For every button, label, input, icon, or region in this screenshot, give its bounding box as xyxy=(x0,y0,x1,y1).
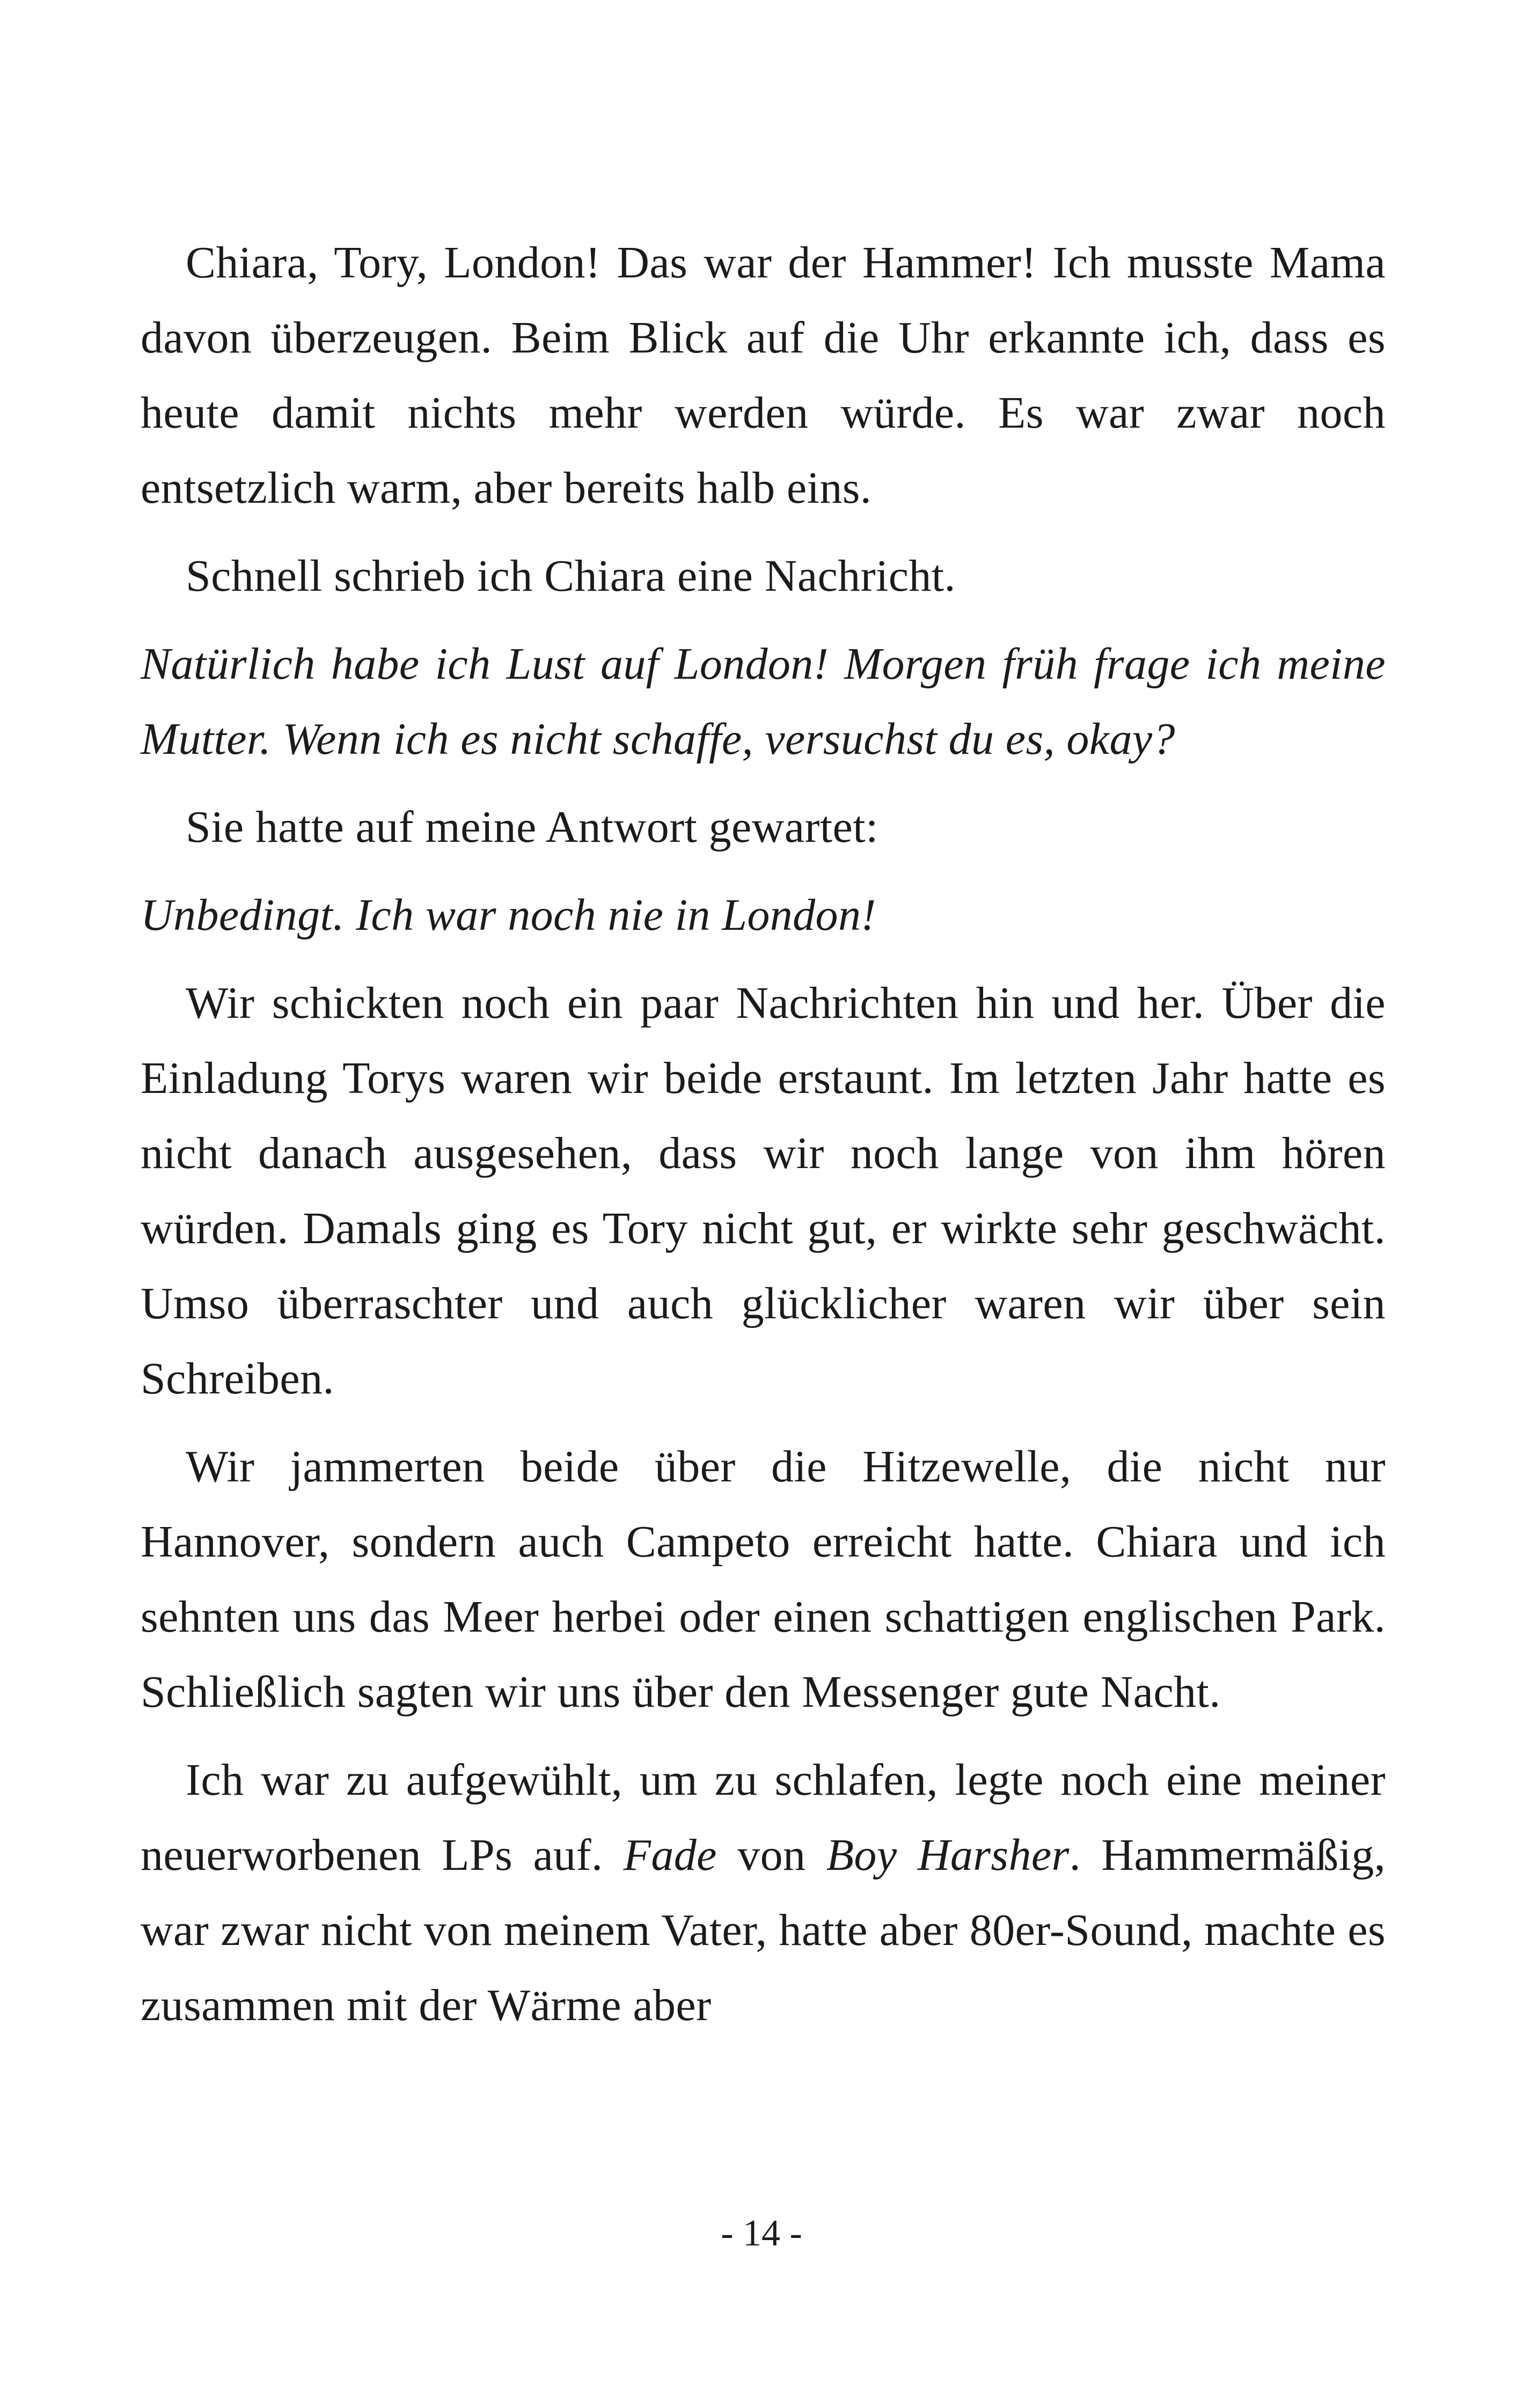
paragraph xyxy=(141,966,1386,1416)
text-segment: Ich war zu aufgewühlt, um zu schlafen, legte noch eine meiner neuerworbenen LPs auf. xyxy=(141,1755,1386,1880)
message-paragraph xyxy=(141,627,1386,777)
page-number: - 14 - xyxy=(721,2213,802,2254)
message-paragraph xyxy=(141,878,1386,953)
paragraph xyxy=(141,225,1386,526)
paragraph xyxy=(141,790,1386,865)
paragraph xyxy=(141,1743,1386,2043)
text-segment: Natürlich habe ich Lust auf London! Morgen früh frage ich meine Mutter. Wenn ich es nicht schaffe, versuchst du es, okay? xyxy=(141,639,1386,764)
text-segment: Chiara, Tory, London! Das war der Hammer! Ich musste Mama davon überzeugen. Beim Blick auf die Uhr erkannte ich, dass es heute damit nichts mehr werden würde. Es war zwar noch entsetzlich warm, aber bereits halb eins. xyxy=(141,238,1386,513)
text-segment: Schnell schrieb ich Chiara eine Nachricht. xyxy=(186,551,956,601)
page-body xyxy=(141,225,1386,2056)
text-segment: Unbedingt. Ich war noch nie in London! xyxy=(141,890,876,940)
italic-text-segment: Boy Harsher xyxy=(826,1830,1070,1880)
text-segment: Wir schickten noch ein paar Nachrichten hin und her. Über die Einladung Torys waren wir beide erstaunt. Im letzten Jahr hatte es nicht danach ausgesehen, dass wir noch lange von ihm hören würden. Damals ging es Tory nicht gut, er wirkte sehr geschwächt. Umso überraschter und auch glücklicher waren wir über sein Schreiben. xyxy=(141,978,1386,1404)
text-segment: von xyxy=(716,1830,826,1880)
paragraph xyxy=(141,1429,1386,1730)
italic-text-segment: Fade xyxy=(623,1830,717,1880)
paragraph xyxy=(141,539,1386,614)
text-segment: . Hammermäßig, war zwar nicht von meinem Vater, hatte aber 80er-Sound, machte es zusammen mit der Wärme aber xyxy=(141,1830,1386,2030)
text-segment: Wir jammerten beide über die Hitzewelle, die nicht nur Hannover, sondern auch Campeto erreicht hatte. Chiara und ich sehnten uns das Meer herbei oder einen schattigen englischen Park. Schließlich sagten wir uns über den Messenger gute Nacht. xyxy=(141,1442,1386,1717)
text-segment: Sie hatte auf meine Antwort gewartet: xyxy=(186,802,878,852)
